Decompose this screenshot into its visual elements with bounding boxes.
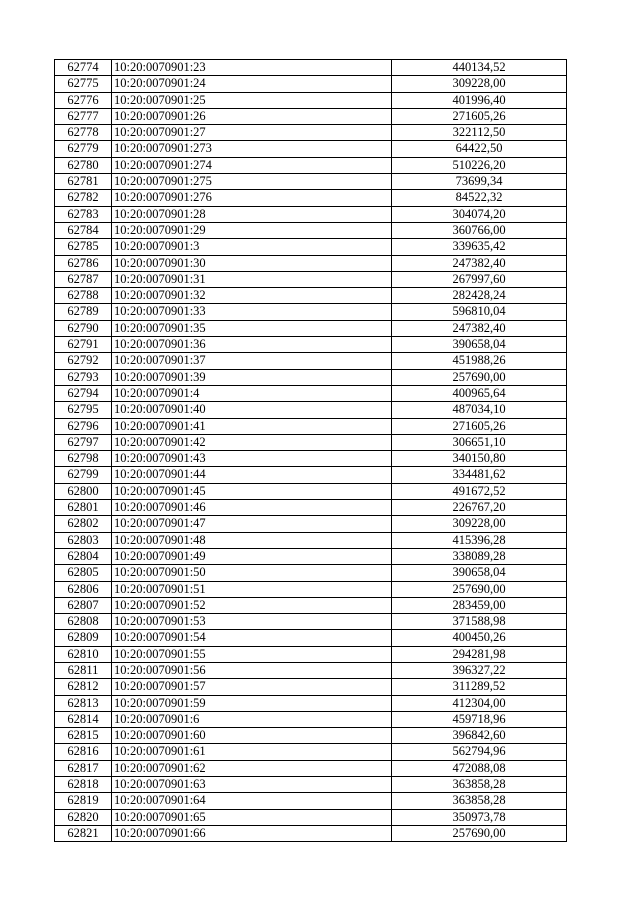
row-number-cell: 62787 — [55, 271, 112, 287]
cadastral-number-cell: 10:20:0070901:3 — [112, 239, 392, 255]
amount-cell: 401996,40 — [392, 92, 567, 108]
cadastral-number-cell: 10:20:0070901:24 — [112, 76, 392, 92]
row-number-cell: 62775 — [55, 76, 112, 92]
cadastral-number-cell: 10:20:0070901:32 — [112, 288, 392, 304]
amount-cell: 340150,80 — [392, 451, 567, 467]
table-row — [55, 793, 567, 809]
table-row — [55, 532, 567, 548]
row-number-cell: 62776 — [55, 92, 112, 108]
amount-cell: 257690,00 — [392, 369, 567, 385]
row-number-cell: 62817 — [55, 760, 112, 776]
row-number-cell: 62809 — [55, 630, 112, 646]
cadastral-number-cell: 10:20:0070901:55 — [112, 646, 392, 662]
amount-cell: 311289,52 — [392, 679, 567, 695]
amount-cell: 400450,26 — [392, 630, 567, 646]
table-row — [55, 483, 567, 499]
table-row — [55, 141, 567, 157]
cadastral-number-cell: 10:20:0070901:31 — [112, 271, 392, 287]
table-row — [55, 190, 567, 206]
amount-cell: 73699,34 — [392, 174, 567, 190]
cadastral-number-cell: 10:20:0070901:6 — [112, 711, 392, 727]
table-row — [55, 271, 567, 287]
cadastral-number-cell: 10:20:0070901:26 — [112, 108, 392, 124]
cadastral-number-cell: 10:20:0070901:53 — [112, 614, 392, 630]
table-row — [55, 369, 567, 385]
amount-cell: 267997,60 — [392, 271, 567, 287]
table-row — [55, 646, 567, 662]
row-number-cell: 62802 — [55, 516, 112, 532]
table-row — [55, 157, 567, 173]
amount-cell: 596810,04 — [392, 304, 567, 320]
amount-cell: 371588,98 — [392, 614, 567, 630]
table-row — [55, 434, 567, 450]
table-row — [55, 320, 567, 336]
cadastral-number-cell: 10:20:0070901:51 — [112, 581, 392, 597]
cadastral-number-cell: 10:20:0070901:276 — [112, 190, 392, 206]
amount-cell: 412304,00 — [392, 695, 567, 711]
cadastral-number-cell: 10:20:0070901:33 — [112, 304, 392, 320]
row-number-cell: 62806 — [55, 581, 112, 597]
amount-cell: 247382,40 — [392, 320, 567, 336]
amount-cell: 257690,00 — [392, 581, 567, 597]
amount-cell: 306651,10 — [392, 434, 567, 450]
row-number-cell: 62818 — [55, 777, 112, 793]
cadastral-number-cell: 10:20:0070901:30 — [112, 255, 392, 271]
cadastral-number-cell: 10:20:0070901:47 — [112, 516, 392, 532]
table-row — [55, 206, 567, 222]
row-number-cell: 62792 — [55, 353, 112, 369]
row-number-cell: 62785 — [55, 239, 112, 255]
table-row — [55, 255, 567, 271]
cadastral-number-cell: 10:20:0070901:61 — [112, 744, 392, 760]
amount-cell: 487034,10 — [392, 402, 567, 418]
row-number-cell: 62814 — [55, 711, 112, 727]
table-row — [55, 288, 567, 304]
cadastral-number-cell: 10:20:0070901:46 — [112, 500, 392, 516]
cadastral-number-cell: 10:20:0070901:41 — [112, 418, 392, 434]
amount-cell: 440134,52 — [392, 60, 567, 76]
row-number-cell: 62819 — [55, 793, 112, 809]
cadastral-number-cell: 10:20:0070901:60 — [112, 728, 392, 744]
row-number-cell: 62812 — [55, 679, 112, 695]
table-row — [55, 108, 567, 124]
row-number-cell: 62810 — [55, 646, 112, 662]
row-number-cell: 62796 — [55, 418, 112, 434]
cadastral-number-cell: 10:20:0070901:45 — [112, 483, 392, 499]
amount-cell: 415396,28 — [392, 532, 567, 548]
amount-cell: 472088,08 — [392, 760, 567, 776]
cadastral-number-cell: 10:20:0070901:4 — [112, 385, 392, 401]
cadastral-number-cell: 10:20:0070901:36 — [112, 337, 392, 353]
table-row — [55, 76, 567, 92]
cadastral-number-cell: 10:20:0070901:29 — [112, 222, 392, 238]
amount-cell: 84522,32 — [392, 190, 567, 206]
cadastral-number-cell: 10:20:0070901:64 — [112, 793, 392, 809]
table-row — [55, 565, 567, 581]
cadastral-number-cell: 10:20:0070901:65 — [112, 809, 392, 825]
table-row — [55, 581, 567, 597]
table-row — [55, 385, 567, 401]
table-row — [55, 630, 567, 646]
row-number-cell: 62780 — [55, 157, 112, 173]
amount-cell: 283459,00 — [392, 597, 567, 613]
row-number-cell: 62793 — [55, 369, 112, 385]
amount-cell: 390658,04 — [392, 337, 567, 353]
table-row — [55, 728, 567, 744]
amount-cell: 396327,22 — [392, 662, 567, 678]
table-row — [55, 825, 567, 841]
table-row — [55, 695, 567, 711]
table-row — [55, 662, 567, 678]
amount-cell: 491672,52 — [392, 483, 567, 499]
amount-cell: 294281,98 — [392, 646, 567, 662]
table-row — [55, 711, 567, 727]
row-number-cell: 62811 — [55, 662, 112, 678]
amount-cell: 350973,78 — [392, 809, 567, 825]
cadastral-number-cell: 10:20:0070901:40 — [112, 402, 392, 418]
amount-cell: 304074,20 — [392, 206, 567, 222]
amount-cell: 339635,42 — [392, 239, 567, 255]
amount-cell: 309228,00 — [392, 76, 567, 92]
row-number-cell: 62791 — [55, 337, 112, 353]
amount-cell: 390658,04 — [392, 565, 567, 581]
table-row — [55, 467, 567, 483]
row-number-cell: 62799 — [55, 467, 112, 483]
table-row — [55, 516, 567, 532]
row-number-cell: 62795 — [55, 402, 112, 418]
row-number-cell: 62779 — [55, 141, 112, 157]
table-row — [55, 125, 567, 141]
cadastral-number-cell: 10:20:0070901:37 — [112, 353, 392, 369]
registry-table-body — [55, 60, 567, 842]
table-row — [55, 174, 567, 190]
amount-cell: 363858,28 — [392, 793, 567, 809]
cadastral-number-cell: 10:20:0070901:35 — [112, 320, 392, 336]
table-row — [55, 402, 567, 418]
amount-cell: 64422,50 — [392, 141, 567, 157]
cadastral-number-cell: 10:20:0070901:274 — [112, 157, 392, 173]
table-row — [55, 679, 567, 695]
amount-cell: 282428,24 — [392, 288, 567, 304]
cadastral-number-cell: 10:20:0070901:273 — [112, 141, 392, 157]
table-row — [55, 353, 567, 369]
table-row — [55, 304, 567, 320]
cadastral-number-cell: 10:20:0070901:28 — [112, 206, 392, 222]
row-number-cell: 62800 — [55, 483, 112, 499]
amount-cell: 334481,62 — [392, 467, 567, 483]
amount-cell: 271605,26 — [392, 108, 567, 124]
row-number-cell: 62794 — [55, 385, 112, 401]
row-number-cell: 62813 — [55, 695, 112, 711]
table-row — [55, 418, 567, 434]
cadastral-number-cell: 10:20:0070901:48 — [112, 532, 392, 548]
row-number-cell: 62798 — [55, 451, 112, 467]
table-row — [55, 451, 567, 467]
row-number-cell: 62790 — [55, 320, 112, 336]
row-number-cell: 62805 — [55, 565, 112, 581]
cadastral-number-cell: 10:20:0070901:57 — [112, 679, 392, 695]
row-number-cell: 62788 — [55, 288, 112, 304]
cadastral-number-cell: 10:20:0070901:52 — [112, 597, 392, 613]
row-number-cell: 62801 — [55, 500, 112, 516]
amount-cell: 451988,26 — [392, 353, 567, 369]
cadastral-number-cell: 10:20:0070901:27 — [112, 125, 392, 141]
amount-cell: 226767,20 — [392, 500, 567, 516]
table-row — [55, 500, 567, 516]
row-number-cell: 62774 — [55, 60, 112, 76]
cadastral-number-cell: 10:20:0070901:275 — [112, 174, 392, 190]
row-number-cell: 62777 — [55, 108, 112, 124]
cadastral-number-cell: 10:20:0070901:49 — [112, 548, 392, 564]
cadastral-number-cell: 10:20:0070901:50 — [112, 565, 392, 581]
row-number-cell: 62786 — [55, 255, 112, 271]
amount-cell: 338089,28 — [392, 548, 567, 564]
table-row — [55, 337, 567, 353]
row-number-cell: 62816 — [55, 744, 112, 760]
table-row — [55, 60, 567, 76]
amount-cell: 562794,96 — [392, 744, 567, 760]
amount-cell: 510226,20 — [392, 157, 567, 173]
cadastral-number-cell: 10:20:0070901:44 — [112, 467, 392, 483]
table-row — [55, 809, 567, 825]
amount-cell: 360766,00 — [392, 222, 567, 238]
amount-cell: 247382,40 — [392, 255, 567, 271]
cadastral-number-cell: 10:20:0070901:63 — [112, 777, 392, 793]
amount-cell: 400965,64 — [392, 385, 567, 401]
table-row — [55, 744, 567, 760]
row-number-cell: 62778 — [55, 125, 112, 141]
cadastral-number-cell: 10:20:0070901:66 — [112, 825, 392, 841]
table-row — [55, 222, 567, 238]
cadastral-number-cell: 10:20:0070901:42 — [112, 434, 392, 450]
row-number-cell: 62781 — [55, 174, 112, 190]
table-row — [55, 92, 567, 108]
table-row — [55, 548, 567, 564]
row-number-cell: 62782 — [55, 190, 112, 206]
cadastral-number-cell: 10:20:0070901:25 — [112, 92, 392, 108]
table-row — [55, 239, 567, 255]
cadastral-number-cell: 10:20:0070901:54 — [112, 630, 392, 646]
amount-cell: 396842,60 — [392, 728, 567, 744]
amount-cell: 309228,00 — [392, 516, 567, 532]
cadastral-number-cell: 10:20:0070901:43 — [112, 451, 392, 467]
row-number-cell: 62815 — [55, 728, 112, 744]
table-row — [55, 760, 567, 776]
row-number-cell: 62784 — [55, 222, 112, 238]
table-row — [55, 777, 567, 793]
amount-cell: 363858,28 — [392, 777, 567, 793]
row-number-cell: 62803 — [55, 532, 112, 548]
cadastral-number-cell: 10:20:0070901:23 — [112, 60, 392, 76]
cadastral-number-cell: 10:20:0070901:39 — [112, 369, 392, 385]
row-number-cell: 62789 — [55, 304, 112, 320]
table-row — [55, 597, 567, 613]
cadastral-number-cell: 10:20:0070901:59 — [112, 695, 392, 711]
row-number-cell: 62804 — [55, 548, 112, 564]
amount-cell: 271605,26 — [392, 418, 567, 434]
row-number-cell: 62808 — [55, 614, 112, 630]
row-number-cell: 62797 — [55, 434, 112, 450]
registry-table — [54, 59, 567, 842]
amount-cell: 459718,96 — [392, 711, 567, 727]
cadastral-number-cell: 10:20:0070901:56 — [112, 662, 392, 678]
row-number-cell: 62783 — [55, 206, 112, 222]
table-row — [55, 614, 567, 630]
amount-cell: 257690,00 — [392, 825, 567, 841]
row-number-cell: 62821 — [55, 825, 112, 841]
cadastral-number-cell: 10:20:0070901:62 — [112, 760, 392, 776]
amount-cell: 322112,50 — [392, 125, 567, 141]
row-number-cell: 62807 — [55, 597, 112, 613]
row-number-cell: 62820 — [55, 809, 112, 825]
